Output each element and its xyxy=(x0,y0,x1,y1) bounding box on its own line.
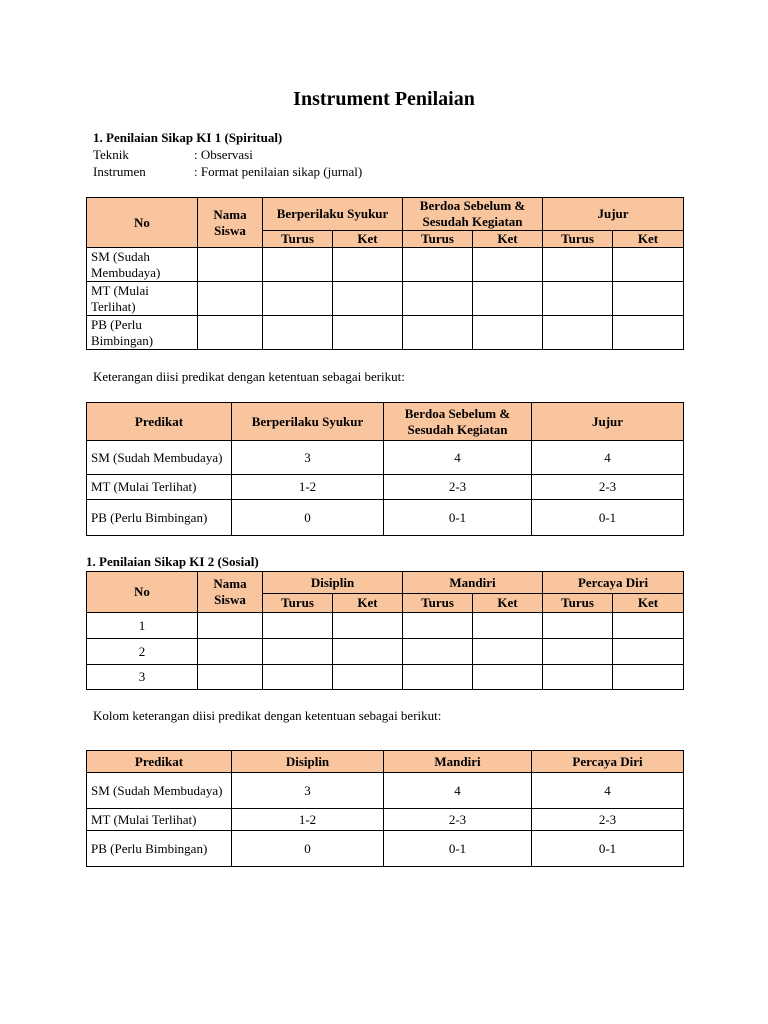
section1-note: Keterangan diisi predikat dengan ketentuan sebagai berikut: xyxy=(93,369,405,384)
table-row xyxy=(87,282,684,316)
ket-header: Ket xyxy=(613,594,684,613)
turus-header: Turus xyxy=(403,231,473,248)
table-row xyxy=(87,500,684,536)
table-row xyxy=(87,773,684,809)
cell xyxy=(473,613,543,639)
cell xyxy=(263,316,333,350)
cell xyxy=(198,613,263,639)
row-label: SM (Sudah Membudaya) xyxy=(87,441,232,475)
cell xyxy=(333,316,403,350)
cell xyxy=(198,282,263,316)
cell xyxy=(333,639,403,665)
cell xyxy=(263,665,333,690)
turus-header: Turus xyxy=(263,594,333,613)
cell-value: 0-1 xyxy=(532,500,684,536)
col-syukur-header: Berperilaku Syukur xyxy=(263,198,403,231)
teknik-value: : Observasi xyxy=(194,147,253,162)
cell xyxy=(473,665,543,690)
cell-value: 3 xyxy=(232,441,384,475)
turus-header: Turus xyxy=(543,231,613,248)
row-number: 2 xyxy=(87,639,198,665)
cell xyxy=(613,282,684,316)
cell xyxy=(198,665,263,690)
cell xyxy=(613,639,684,665)
cell-value: 4 xyxy=(532,773,684,809)
cell xyxy=(473,316,543,350)
cell-value: 2-3 xyxy=(384,809,532,831)
cell xyxy=(543,282,613,316)
cell-value: 4 xyxy=(384,441,532,475)
cell-value: 0-1 xyxy=(384,500,532,536)
table-row xyxy=(87,613,684,639)
mandiri-header: Mandiri xyxy=(384,751,532,773)
cell-value: 4 xyxy=(384,773,532,809)
cell-value: 3 xyxy=(232,773,384,809)
row-label: PB (Perlu Bimbingan) xyxy=(87,316,198,350)
cell xyxy=(333,248,403,282)
table-row xyxy=(87,639,684,665)
ki2-observation-table xyxy=(86,571,684,690)
table-row xyxy=(87,831,684,867)
col-nama-header: Nama Siswa xyxy=(198,198,263,248)
cell xyxy=(403,282,473,316)
syukur-header: Berperilaku Syukur xyxy=(232,403,384,441)
ket-header: Ket xyxy=(333,231,403,248)
section1-heading: 1. Penilaian Sikap KI 1 (Spiritual) xyxy=(93,130,283,145)
cell xyxy=(333,613,403,639)
table-row xyxy=(87,475,684,500)
cell-value: 2-3 xyxy=(384,475,532,500)
ket-header: Ket xyxy=(613,231,684,248)
table-row xyxy=(87,441,684,475)
turus-header: Turus xyxy=(263,231,333,248)
col-no-header: No xyxy=(87,198,198,248)
table-row xyxy=(87,316,684,350)
col-nama-header: Nama Siswa xyxy=(198,572,263,613)
cell-value: 1-2 xyxy=(232,809,384,831)
ket-header: Ket xyxy=(473,231,543,248)
jujur-header: Jujur xyxy=(532,403,684,441)
cell xyxy=(613,248,684,282)
cell xyxy=(263,639,333,665)
row-number: 3 xyxy=(87,665,198,690)
col-jujur-header: Jujur xyxy=(543,198,684,231)
ket-header: Ket xyxy=(473,594,543,613)
row-label: MT (Mulai Terlihat) xyxy=(87,282,198,316)
cell-value: 4 xyxy=(532,441,684,475)
cell xyxy=(403,639,473,665)
cell xyxy=(543,665,613,690)
col-no-header: No xyxy=(87,572,198,613)
ki1-observation-table xyxy=(86,197,684,350)
cell xyxy=(473,248,543,282)
cell-value: 1-2 xyxy=(232,475,384,500)
cell xyxy=(403,316,473,350)
disiplin-header: Disiplin xyxy=(232,751,384,773)
cell xyxy=(543,316,613,350)
row-label: MT (Mulai Terlihat) xyxy=(87,475,232,500)
cell xyxy=(198,248,263,282)
berdoa-header: Berdoa Sebelum & Sesudah Kegiatan xyxy=(384,403,532,441)
col-percaya-diri-header: Percaya Diri xyxy=(543,572,684,594)
row-number: 1 xyxy=(87,613,198,639)
table-row xyxy=(87,809,684,831)
cell xyxy=(613,665,684,690)
cell xyxy=(263,282,333,316)
cell xyxy=(543,639,613,665)
row-label: PB (Perlu Bimbingan) xyxy=(87,500,232,536)
cell-value: 0-1 xyxy=(384,831,532,867)
ki1-predicate-table xyxy=(86,402,684,536)
cell xyxy=(403,248,473,282)
instrumen-label: Instrumen xyxy=(93,164,146,179)
col-berdoa-header: Berdoa Sebelum & Sesudah Kegiatan xyxy=(403,198,543,231)
row-label: MT (Mulai Terlihat) xyxy=(87,809,232,831)
cell xyxy=(403,665,473,690)
cell xyxy=(198,639,263,665)
row-label: SM (Sudah Membudaya) xyxy=(87,248,198,282)
cell-value: 2-3 xyxy=(532,809,684,831)
cell xyxy=(613,613,684,639)
ket-header: Ket xyxy=(333,594,403,613)
cell xyxy=(473,282,543,316)
instrumen-value: : Format penilaian sikap (jurnal) xyxy=(194,164,363,179)
teknik-label: Teknik xyxy=(93,147,129,162)
cell xyxy=(198,316,263,350)
col-mandiri-header: Mandiri xyxy=(403,572,543,594)
section2-heading: 1. Penilaian Sikap KI 2 (Sosial) xyxy=(86,554,259,569)
cell-value: 2-3 xyxy=(532,475,684,500)
col-disiplin-header: Disiplin xyxy=(263,572,403,594)
turus-header: Turus xyxy=(403,594,473,613)
cell-value: 0 xyxy=(232,500,384,536)
cell xyxy=(333,665,403,690)
cell-value: 0 xyxy=(232,831,384,867)
turus-header: Turus xyxy=(543,594,613,613)
cell-value: 0-1 xyxy=(532,831,684,867)
cell xyxy=(473,639,543,665)
row-label: SM (Sudah Membudaya) xyxy=(87,773,232,809)
cell xyxy=(263,248,333,282)
cell xyxy=(333,282,403,316)
predikat-header: Predikat xyxy=(87,403,232,441)
row-label: PB (Perlu Bimbingan) xyxy=(87,831,232,867)
percaya-diri-header: Percaya Diri xyxy=(532,751,684,773)
table-row xyxy=(87,665,684,690)
cell xyxy=(543,613,613,639)
cell xyxy=(263,613,333,639)
section2-note: Kolom keterangan diisi predikat dengan ketentuan sebagai berikut: xyxy=(93,708,442,723)
ki2-predicate-table xyxy=(86,750,684,867)
page-title: Instrument Penilaian xyxy=(293,88,475,110)
table-row xyxy=(87,248,684,282)
cell xyxy=(543,248,613,282)
cell xyxy=(403,613,473,639)
predikat-header: Predikat xyxy=(87,751,232,773)
cell xyxy=(613,316,684,350)
